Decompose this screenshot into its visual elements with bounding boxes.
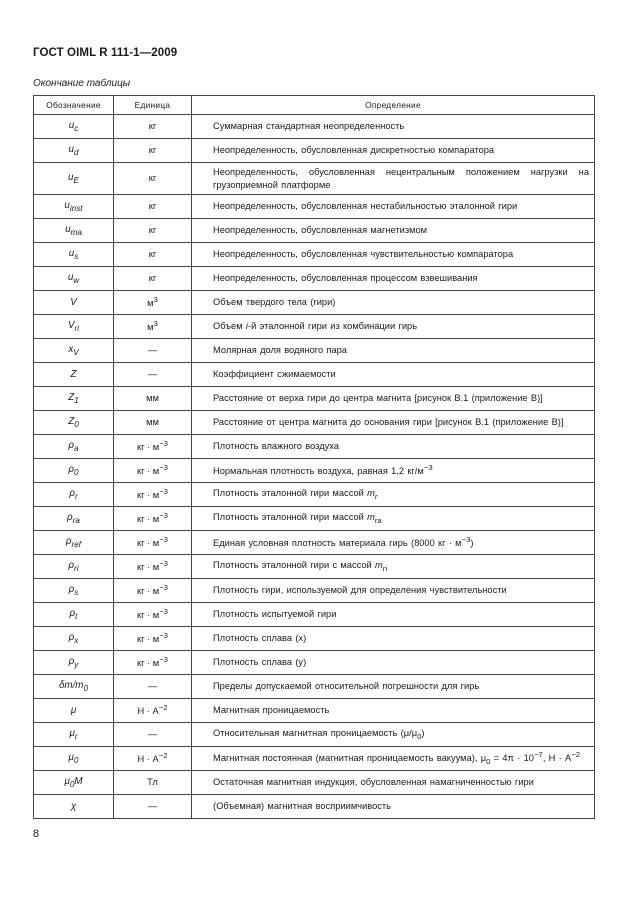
definition-cell: Суммарная стандартная неопределенность (192, 115, 595, 139)
table-row (34, 363, 595, 387)
column-header-definition: Определение (192, 96, 595, 115)
definition-cell: Плотность эталонной гири массой $m_r$ (192, 483, 595, 507)
unit-cell: — (114, 363, 192, 387)
table-row (34, 387, 595, 411)
definition-cell: Неопределенность, обусловленная процессом взвешивания (192, 267, 595, 291)
symbol-cell: χ (34, 795, 114, 819)
table-row (34, 555, 595, 579)
unit-cell: кг · $м^{-3}$ (114, 483, 192, 507)
table-row (34, 747, 595, 771)
column-header-symbol: Обозначение (34, 96, 114, 115)
table-row (34, 675, 595, 699)
unit-cell: — (114, 339, 192, 363)
symbol-cell: $u_E$ (34, 163, 114, 195)
definition-cell: Плотность сплава (y) (192, 651, 595, 675)
unit-cell: кг (114, 243, 192, 267)
unit-cell: $м^3$ (114, 315, 192, 339)
table-row (34, 163, 595, 195)
page-number: 8 (33, 828, 40, 840)
table-row (34, 603, 595, 627)
table-row (34, 411, 595, 435)
definition-cell: Плотность испытуемой гири (192, 603, 595, 627)
unit-cell: кг · $м^{-3}$ (114, 435, 192, 459)
table-row (34, 315, 595, 339)
unit-cell: кг (114, 267, 192, 291)
table-row (34, 435, 595, 459)
definition-cell: Расстояние от центра магнита до основания гири [рисунок В.1 (приложение В)] (192, 411, 595, 435)
definition-cell: Расстояние от верха гири до центра магнита [рисунок В.1 (приложение В)] (192, 387, 595, 411)
definition-cell: Магнитная проницаемость (192, 699, 595, 723)
unit-cell: кг · $м^{-3}$ (114, 507, 192, 531)
table-row (34, 699, 595, 723)
definition-cell: Относительная магнитная проницаемость $(\mu/\mu_0)$ (192, 723, 595, 747)
unit-cell: мм (114, 411, 192, 435)
table-row (34, 795, 595, 819)
symbol-cell: $\rho_0$ (34, 459, 114, 483)
table-row (34, 339, 595, 363)
definition-cell: Нормальная плотность воздуха, равная 1,2 $кг/м^{-3}$ (192, 459, 595, 483)
symbol-cell: $\rho_{ref}$ (34, 531, 114, 555)
definition-cell: Объем твердого тела (гири) (192, 291, 595, 315)
definition-cell: Пределы допускаемой относительной погрешности для гирь (192, 675, 595, 699)
symbol-cell: $\rho_{ri}$ (34, 555, 114, 579)
symbol-cell: $\rho_{ra}$ (34, 507, 114, 531)
unit-cell: $м^3$ (114, 291, 192, 315)
table-row (34, 243, 595, 267)
unit-cell: кг · $м^{-3}$ (114, 579, 192, 603)
unit-cell: кг · $м^{-3}$ (114, 627, 192, 651)
definition-cell: Плотность сплава (x) (192, 627, 595, 651)
document-header: ГОСТ OIML R 111-1—2009 (33, 47, 178, 59)
symbol-cell: $\rho_a$ (34, 435, 114, 459)
table-row (34, 723, 595, 747)
definition-cell: Объем i-й эталонной гири из комбинации гирь (192, 315, 595, 339)
symbol-cell: $\mu_r$ (34, 723, 114, 747)
table-row (34, 651, 595, 675)
unit-cell: кг · $м^{-3}$ (114, 555, 192, 579)
symbol-cell: $\delta m/m_0$ (34, 675, 114, 699)
table-continuation-label: Окончание таблицы (33, 78, 131, 89)
table-row (34, 627, 595, 651)
definition-cell: Коэффициент сжимаемости (192, 363, 595, 387)
symbol-cell: $\mu_0M$ (34, 771, 114, 795)
unit-cell: кг · $м^{-3}$ (114, 603, 192, 627)
unit-cell: — (114, 795, 192, 819)
definition-cell: Плотность эталонной гири массой $m_{ra}$ (192, 507, 595, 531)
symbols-table (33, 95, 595, 819)
symbol-cell: $\rho_y$ (34, 651, 114, 675)
unit-cell: кг · $м^{-3}$ (114, 459, 192, 483)
table-row (34, 531, 595, 555)
table-row (34, 507, 595, 531)
symbol-cell: $Z_1$ (34, 387, 114, 411)
table-row (34, 579, 595, 603)
symbol-cell: $\mu_0$ (34, 747, 114, 771)
table-header-row (34, 96, 595, 115)
definition-cell: Неопределенность, обусловленная нецентральным положением нагрузки на грузоприемной платформе (192, 163, 595, 195)
unit-cell: $Н \cdot А^{-2}$ (114, 699, 192, 723)
symbol-cell: $x_V$ (34, 339, 114, 363)
definition-cell: Неопределенность, обусловленная магнетизмом (192, 219, 595, 243)
unit-cell: кг (114, 219, 192, 243)
table-row (34, 115, 595, 139)
definition-cell: Плотность влажного воздуха (192, 435, 595, 459)
unit-cell: кг · $м^{-3}$ (114, 651, 192, 675)
definition-cell: Неопределенность, обусловленная дискретностью компаратора (192, 139, 595, 163)
unit-cell: кг (114, 163, 192, 195)
unit-cell: Тл (114, 771, 192, 795)
symbol-cell: $V_{ri}$ (34, 315, 114, 339)
symbol-cell: $Z_0$ (34, 411, 114, 435)
unit-cell: кг (114, 139, 192, 163)
unit-cell: кг (114, 195, 192, 219)
symbol-cell: $\rho_t$ (34, 603, 114, 627)
definition-cell: Плотность эталонной гири с массой $m_{ri}$ (192, 555, 595, 579)
column-header-unit: Единица (114, 96, 192, 115)
symbol-cell: $u_s$ (34, 243, 114, 267)
unit-cell: $Н \cdot А^{-2}$ (114, 747, 192, 771)
unit-cell: — (114, 723, 192, 747)
table-row (34, 195, 595, 219)
symbol-cell: $u_w$ (34, 267, 114, 291)
symbol-cell: $u_c$ (34, 115, 114, 139)
symbol-cell: $\rho_r$ (34, 483, 114, 507)
unit-cell: кг (114, 115, 192, 139)
table-row (34, 291, 595, 315)
definition-cell: Молярная доля водяного пара (192, 339, 595, 363)
definition-cell: Неопределенность, обусловленная нестабильностью эталонной гири (192, 195, 595, 219)
table-row (34, 459, 595, 483)
symbol-cell: V (34, 291, 114, 315)
definition-cell: Остаточная магнитная индукция, обусловленная намагниченностью гири (192, 771, 595, 795)
table-row (34, 219, 595, 243)
symbol-cell: $\rho_s$ (34, 579, 114, 603)
table-row (34, 771, 595, 795)
symbol-cell: $u_d$ (34, 139, 114, 163)
symbol-cell: $\rho_x$ (34, 627, 114, 651)
symbol-cell: $u_{inst}$ (34, 195, 114, 219)
definition-cell: Неопределенность, обусловленная чувствительностью компаратора (192, 243, 595, 267)
definition-cell: (Объемная) магнитная восприимчивость (192, 795, 595, 819)
unit-cell: — (114, 675, 192, 699)
definition-cell: Плотность гири, используемой для определения чувствительности (192, 579, 595, 603)
table-body (34, 115, 595, 819)
symbol-cell: $u_{ma}$ (34, 219, 114, 243)
table-row (34, 267, 595, 291)
symbol-cell: μ (34, 699, 114, 723)
symbol-cell: Z (34, 363, 114, 387)
table-row (34, 483, 595, 507)
definition-cell: Магнитная постоянная (магнитная проницаемость вакуума), $\mu_0 = 4\pi \cdot 10^{-7}$, $Н \cdot А^{-2}$ (192, 747, 595, 771)
table-row (34, 139, 595, 163)
definition-cell: Единая условная плотность материала гирь (8000 кг · $м^{-3}$) (192, 531, 595, 555)
unit-cell: мм (114, 387, 192, 411)
unit-cell: кг · $м^{-3}$ (114, 531, 192, 555)
